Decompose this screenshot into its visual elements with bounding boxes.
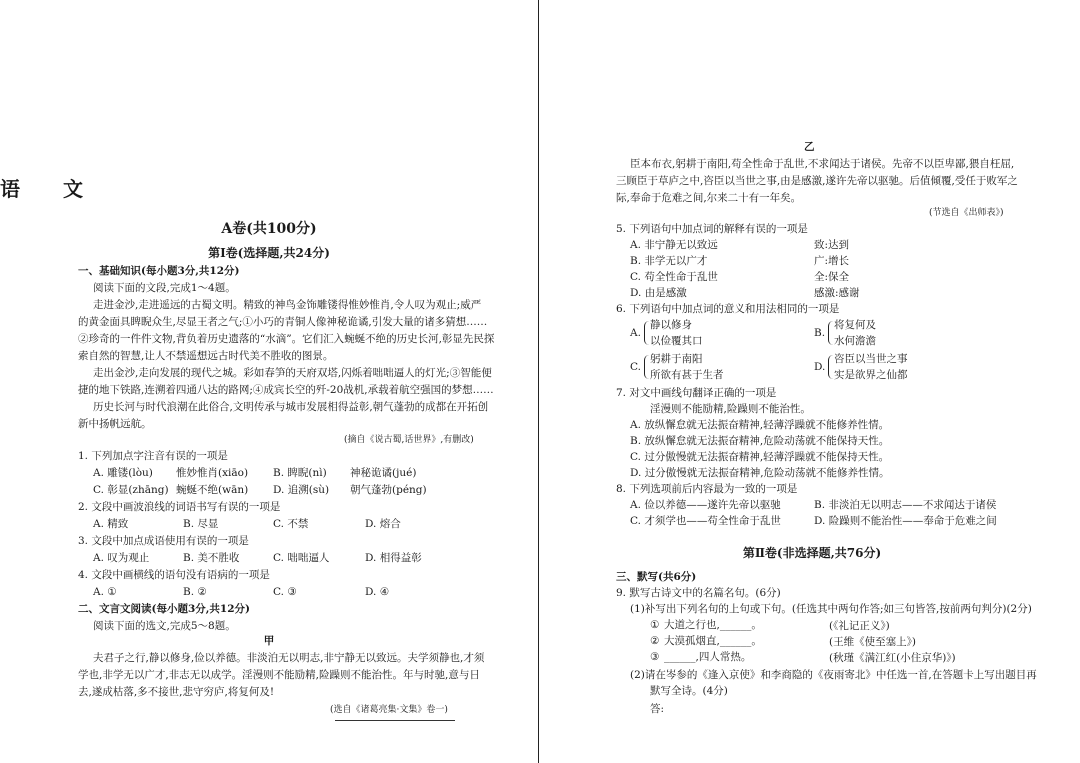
q1-option: 惟妙惟肖(xiāo) [176, 467, 249, 479]
brace [828, 355, 833, 379]
q6-option-label: C. [630, 361, 641, 373]
q3-option: C. 咄咄逼人 [273, 552, 330, 564]
q7-option: C. 过分傲慢就无法振奋精神,轻薄浮躁就不能保持天性。 [630, 451, 890, 463]
q5-sentence: C. 苟全性命于乱世 [630, 271, 718, 283]
question-7: 7. 对文中画线句翻译正确的一项是 [616, 387, 777, 399]
brace [828, 321, 833, 345]
q9-item-number: ③ [650, 651, 660, 663]
question-3: 3. 文段中加点成语使用有误的一项是 [78, 535, 249, 547]
yi-line: 臣本布衣,躬耕于南阳,苟全性命于乱世,不求闻达于诸侯。先帝不以臣卑鄙,猥自枉屈, [630, 158, 1015, 170]
q8-option: B. 非淡泊无以明志——不求闻达于诸侯 [814, 499, 997, 511]
q6-top: 咨臣以当世之事 [834, 353, 908, 365]
q6-bottom: 以俭覆其口 [650, 335, 703, 347]
q7-option: D. 过分傲慢就无法振奋精神,危险动荡就不能修养性情。 [630, 467, 890, 479]
question-2: 2. 文段中画波浪线的词语书写有误的一项是 [78, 501, 281, 513]
part-two-title: 第Ⅱ卷(非选择题,共76分) [742, 546, 882, 560]
jia-line: 去,遂成枯落,多不接世,悲守穷庐,将复何及! [78, 686, 275, 698]
section-two-instruction: 阅读下面的选文,完成5～8题。 [93, 620, 236, 632]
q1-option: B. 睥睨(nì) [273, 467, 327, 479]
q4-option: D. ④ [365, 586, 390, 598]
q9-item-source: (秋瑾《满江红(小住京华)》) [829, 652, 956, 664]
q2-option: A. 精致 [93, 518, 129, 530]
passage-source: (摘自《说古蜀,话世界》,有删改) [344, 435, 474, 445]
section-one-header: 一、基础知识(每小题3分,共12分) [78, 265, 240, 277]
jia-line: 学也,非学无以广才,非志无以成学。淫漫则不能励精,险躁则不能治性。年与时驰,意与日 [78, 669, 480, 681]
q6-top: 将复何及 [834, 319, 876, 331]
q9-item-source: (《礼记正义》) [829, 620, 890, 632]
q3-option: A. 叹为观止 [93, 552, 150, 564]
brace [644, 321, 649, 345]
yi-line: 际,奉命于危难之间,尔来二十有一年矣。 [616, 192, 802, 204]
passage-line: 索自然的智慧,让人不禁遥想远古时代美不胜收的图景。 [78, 350, 334, 362]
passage-line: ②珍奇的一件件文物,背负着历史遗落的“水滴”。它们汇入蜿蜒不绝的历史长河,彰显先民探 [78, 333, 495, 345]
section-two-header: 二、文言文阅读(每小题3分,共12分) [78, 603, 251, 615]
q9-item-source: (王维《使至塞上》) [829, 636, 916, 648]
section-three-header: 三、默写(共6分) [616, 571, 697, 583]
brace [644, 355, 649, 379]
q7-option: A. 放纵懈怠就无法振奋精神,轻薄浮躁就不能修养性情。 [630, 419, 890, 431]
exam-title: 语 文 [0, 177, 101, 201]
question-1: 1. 下列加点字注音有误的一项是 [78, 450, 228, 462]
q4-option: C. ③ [273, 586, 297, 598]
q5-gloss: 广:增长 [814, 255, 850, 267]
question-4: 4. 文段中画横线的语句没有语病的一项是 [78, 569, 270, 581]
question-5: 5. 下列语句中加点词的解释有误的一项是 [616, 223, 808, 235]
q2-option: B. 尽显 [183, 518, 219, 530]
yi-line: 三顾臣于草庐之中,咨臣以当世之事,由是感激,遂许先帝以驱驰。后值倾覆,受任于败军之 [616, 175, 1018, 187]
volume-title: A卷(共100分) [221, 221, 317, 237]
answer-label: 答: [650, 703, 665, 715]
q2-option: D. 熔合 [365, 518, 401, 530]
q6-bottom: 实是欲界之仙都 [834, 369, 908, 381]
q9-item-number: ② [650, 635, 660, 647]
passage-line: 的黄金面具睥睨众生,尽显王者之气;①小巧的青铜人像神秘诡谲,引发大量的诸多猜想…… [78, 316, 488, 328]
q9-part-2-cont: 默写全诗。(4分) [650, 685, 728, 697]
passage-line: 新中扬帆远航。 [78, 418, 152, 430]
q9-item-text: 大道之行也,______。 [664, 619, 762, 631]
q5-gloss: 感激:感谢 [814, 287, 860, 299]
q5-sentence: A. 非宁静无以致远 [630, 239, 718, 251]
q5-gloss: 致:达到 [814, 239, 850, 251]
q5-sentence: D. 由是感激 [630, 287, 687, 299]
passage-line: 走进金沙,走进遥远的古蜀文明。精致的神鸟金饰雕镂得惟妙惟肖,令人叹为观止;威严 [93, 299, 482, 311]
question-8: 8. 下列选项前后内容最为一致的一项是 [616, 483, 798, 495]
passage-source: (节选自《出师表》) [929, 208, 1004, 218]
jia-line: 夫君子之行,静以修身,俭以养德。非淡泊无以明志,非宁静无以致远。夫学须静也,才须 [93, 652, 485, 664]
q6-option-label: B. [814, 327, 826, 339]
q8-option: A. 俭以养德——遂许先帝以驱驰 [630, 499, 781, 511]
q4-option: B. ② [183, 586, 207, 598]
exam-page-right [544, 0, 1080, 763]
q3-option: B. 美不胜收 [183, 552, 240, 564]
q7-option: B. 放纵懈怠就无法振奋精神,危险动荡就不能保持天性。 [630, 435, 890, 447]
q7-quote: 淫漫则不能励精,险躁则不能治性。 [650, 403, 811, 415]
section-one-instruction: 阅读下面的文段,完成1～4题。 [93, 282, 236, 294]
q6-top: 躬耕于南阳 [650, 353, 703, 365]
q9-item-number: ① [650, 619, 660, 631]
exam-page-left [0, 0, 538, 763]
q5-sentence: B. 非学无以广才 [630, 255, 708, 267]
page-footer: (选自《诸葛亮集·文集》卷一) [330, 705, 448, 715]
q1-option: A. 雕镂(lòu) [93, 467, 153, 479]
q9-part-2: (2)请在岑参的《逢入京使》和李商隐的《夜雨寄北》中任选一首,在答题卡上写出题目再 [630, 669, 1037, 681]
passage-line: 捷的地下铁路,连溯着四通八达的路网;④成宾长空的歼-20战机,承载着航空强国的梦想…… [78, 384, 494, 396]
part-one-title: 第Ⅰ卷(选择题,共24分) [208, 246, 330, 260]
q6-bottom: 水何澹澹 [834, 335, 876, 347]
q1-option: 神秘诡谲(jué) [350, 467, 417, 479]
q1-option: C. 彰显(zhāng) [93, 484, 169, 496]
passage-line: 走出金沙,走向发展的现代之城。彩如春笋的天府双塔,闪烁着咄咄逼人的灯光;③智能便 [93, 367, 492, 379]
q1-option: 朝气蓬勃(péng) [350, 484, 427, 496]
q8-option: D. 险躁则不能治性——奉命于危难之间 [814, 515, 997, 527]
q3-option: D. 相得益彰 [365, 552, 422, 564]
q6-option-label: D. [814, 361, 826, 373]
q9-part-1: (1)补写出下列名句的上句或下句。(任选其中两句作答;如三句皆答,按前两句判分)(2分) [630, 603, 1032, 615]
q6-bottom: 所欲有甚于生者 [650, 369, 724, 381]
q6-option-label: A. [630, 327, 641, 339]
question-6: 6. 下列语句中加点词的意义和用法相同的一项是 [616, 303, 840, 315]
q6-top: 静以修身 [650, 319, 692, 331]
q1-option: D. 追溯(sù) [273, 484, 330, 496]
question-9: 9. 默写古诗文中的名篇名句。(6分) [616, 587, 781, 599]
q2-option: C. 不禁 [273, 518, 309, 530]
text-jia-label: 甲 [263, 635, 275, 647]
footer-rule [335, 720, 455, 721]
text-yi-label: 乙 [804, 141, 815, 153]
q9-item-text: 大漠孤烟直,______。 [664, 635, 762, 647]
q9-item-text: ______,四人常热。 [664, 651, 752, 663]
q4-option: A. ① [93, 586, 117, 598]
passage-line: 历史长河与时代浪潮在此俗合,文明传承与城市发展相得益彰,朝气蓬勃的成都在开拓创 [93, 401, 489, 413]
q5-gloss: 全:保全 [814, 271, 850, 283]
q1-option: 蜿蜒不绝(wān) [176, 484, 249, 496]
q8-option: C. 才须学也——苟全性命于乱世 [630, 515, 781, 527]
